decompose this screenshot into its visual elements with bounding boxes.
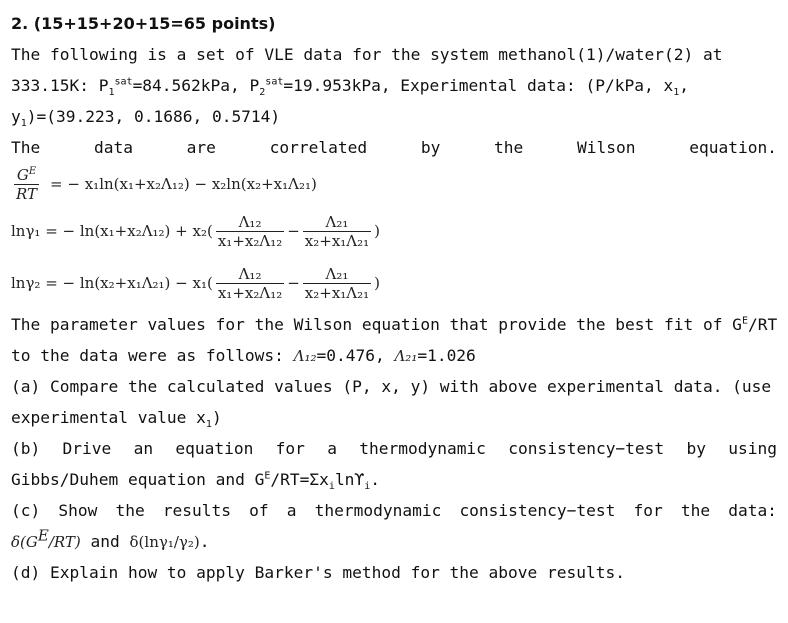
text: .: [370, 470, 380, 489]
word: by: [686, 439, 706, 458]
word: an: [133, 439, 154, 458]
subscript: i: [364, 481, 371, 493]
word: correlated: [269, 138, 368, 157]
superscript: E: [264, 470, 271, 482]
text: The parameter values for the Wilson equation that provide the best fit of G: [11, 315, 742, 334]
word: data: [93, 138, 133, 157]
word: (b): [11, 439, 41, 458]
word: by: [420, 138, 441, 157]
word: a: [286, 501, 297, 520]
word: of: [249, 501, 269, 520]
intro-line-3: [11, 101, 777, 132]
text: =19.953kPa, Experimental data: (P/kPa, x: [283, 76, 674, 95]
word: for: [633, 501, 663, 520]
part-d-line: (d) Explain how to apply Barker's method for the above results.: [11, 563, 625, 582]
word: thermodynamic: [314, 501, 442, 520]
part-a-line-1: (a) Compare the calculated values (P, x, y) with above experimental data. (use: [11, 377, 772, 396]
word: the: [680, 501, 711, 520]
word: Drive: [62, 439, 112, 458]
text: x₂+x₁Λ₂₁: [304, 283, 370, 302]
text: /RT: [747, 315, 778, 334]
word: data:: [728, 501, 777, 520]
subscript: 1: [20, 118, 27, 130]
text: =84.562kPa, P: [132, 76, 260, 95]
text: =0.476,: [316, 346, 395, 365]
text: =1.026: [417, 346, 476, 365]
gamma2-fraction-1: [216, 265, 284, 302]
part-c-line-1: [11, 495, 777, 526]
subscript: 1: [673, 87, 680, 99]
problem-sheet: [11, 8, 777, 588]
word: Show: [58, 501, 98, 520]
word: using: [728, 439, 777, 458]
word: (c): [11, 501, 41, 520]
part-c-line-2: [11, 526, 777, 557]
word: equation.: [689, 138, 777, 157]
text: Λ₂₁: [325, 212, 349, 231]
text: and: [80, 532, 130, 551]
equation-gibbs-excess: [11, 163, 777, 205]
delta-ge: δ(G: [11, 533, 38, 551]
part-b-line-1: [11, 433, 777, 464]
word: results: [162, 501, 232, 520]
word: The: [11, 138, 41, 157]
subscript: 2: [259, 87, 266, 99]
minus-sign: −: [287, 222, 300, 240]
word: equation: [175, 439, 254, 458]
text: ): [211, 408, 222, 427]
word: the: [115, 501, 145, 520]
gamma1-fraction-1: [216, 213, 284, 250]
subscript: i: [328, 481, 335, 493]
part-a-line-2: [11, 402, 777, 433]
minus-sign: −: [287, 274, 300, 292]
text: y: [11, 107, 21, 126]
subscript: 1: [108, 87, 115, 99]
gamma2-lhs: lnγ₂ = − ln(x₂+x₁Λ₂₁) − x₁(: [11, 274, 213, 292]
ge-over-rt-fraction: [14, 166, 39, 203]
word: Wilson: [577, 138, 636, 157]
text: Gibbs/Duhem equation and G: [11, 470, 265, 489]
superscript: E: [28, 165, 37, 177]
word: the: [494, 138, 524, 157]
text: RT: [16, 184, 38, 203]
equation-ln-gamma2: [11, 257, 777, 309]
text: x₂+x₁Λ₂₁: [304, 231, 370, 250]
word: thermodynamic: [359, 439, 486, 458]
intro-line-2: [11, 70, 777, 101]
text: experimental value x: [11, 408, 206, 427]
word: a: [327, 439, 337, 458]
text: /RT=Σx: [270, 470, 329, 489]
text: )=(39.223, 0.1686, 0.5714): [26, 107, 281, 126]
text: Λ₁₂: [238, 264, 262, 283]
parameter-line-2: [11, 340, 777, 371]
word: for: [275, 439, 305, 458]
superscript: sat: [265, 76, 284, 88]
delta-ge-rt: /RT): [48, 533, 81, 551]
text: 333.15K: P: [11, 76, 109, 95]
delta-ln-gamma-ratio: δ(lnγ₁/γ₂): [129, 533, 200, 551]
text: lnϒ: [334, 470, 365, 489]
superscript: sat: [114, 76, 133, 88]
text: G: [16, 165, 29, 184]
gamma1-fraction-2: [303, 213, 371, 250]
intro-line-4: [11, 132, 777, 163]
gamma2-fraction-2: [303, 265, 371, 302]
problem-title: 2. (15+15+20+15=65 points): [11, 14, 276, 33]
subscript: 1: [205, 419, 212, 431]
text: x₁+x₂Λ₁₂: [217, 283, 283, 302]
word: are: [186, 138, 216, 157]
part-b-line-2: [11, 464, 777, 495]
gamma1-lhs: lnγ₁ = − ln(x₁+x₂Λ₁₂) + x₂(: [11, 222, 213, 240]
superscript: E: [37, 526, 49, 545]
text: Λ₂₁: [325, 264, 349, 283]
lambda12: Λ₁₂: [293, 347, 317, 365]
superscript: E: [741, 315, 748, 327]
text: ,: [679, 76, 689, 95]
text: to the data were as follows:: [11, 346, 294, 365]
text: Λ₁₂: [238, 212, 262, 231]
gibbs-rhs: = − x₁ln(x₁+x₂Λ₁₂) − x₂ln(x₂+x₁Λ₂₁): [50, 175, 317, 193]
lambda21: Λ₂₁: [394, 347, 418, 365]
text: .: [199, 532, 210, 551]
intro-line-1: The following is a set of VLE data for the system methanol(1)/water(2) at: [11, 45, 723, 64]
parameter-line-1: [11, 309, 777, 340]
paren: ): [374, 274, 381, 292]
equation-ln-gamma1: [11, 205, 777, 257]
word: consistency−test: [508, 439, 665, 458]
paren: ): [374, 222, 381, 240]
word: consistency−test: [459, 501, 616, 520]
text: x₁+x₂Λ₁₂: [217, 231, 283, 250]
